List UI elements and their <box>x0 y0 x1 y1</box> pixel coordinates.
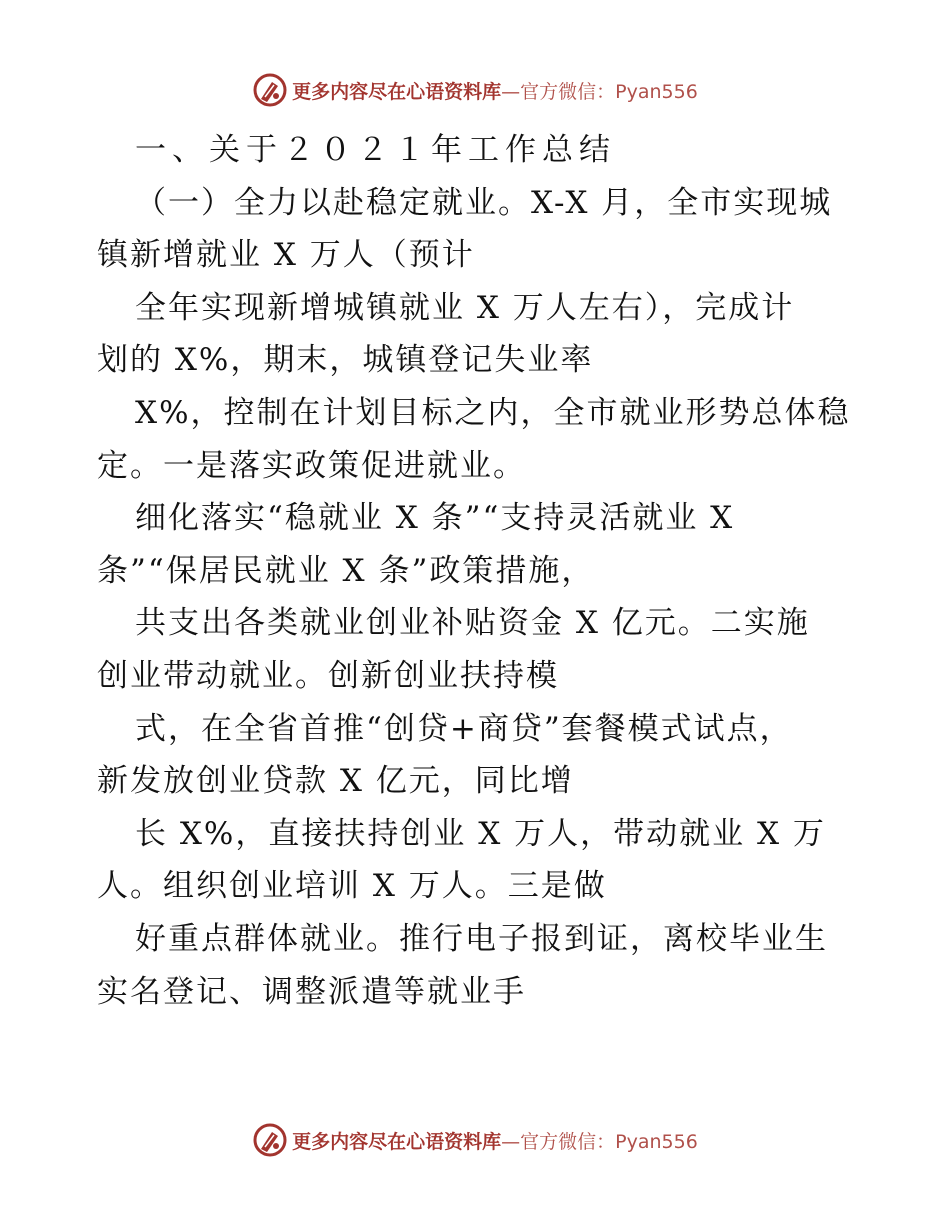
banner-text <box>292 77 698 104</box>
text-line: 镇新增就业 X 万人（预计 <box>97 237 475 274</box>
text-line: 条”“保居民就业 X 条”政策措施， <box>97 552 595 589</box>
banner-text-contact: —官方微信：Pyan556 <box>501 1130 698 1153</box>
text-line: 全年实现新增城镇就业 X 万人左右），完成计 <box>135 289 795 326</box>
text-line: X%，控制在计划目标之内，全市就业形势总体稳 <box>135 394 851 431</box>
footer-watermark-banner <box>0 1120 950 1160</box>
header-watermark-banner <box>0 70 950 110</box>
text-line: 细化落实“稳就业 X 条”“支持灵活就业 X <box>135 500 735 537</box>
text-line: 定。一是落实政策促进就业。 <box>97 447 526 484</box>
banner-text <box>292 1127 698 1154</box>
banner-text-main: 更多内容尽在心语资料库 <box>292 80 502 103</box>
pen-nib-logo-icon <box>252 72 288 108</box>
document-body <box>97 124 887 1018</box>
section-heading: 一、关于２０２１年工作总结 <box>135 132 616 168</box>
text-line: 共支出各类就业创业补贴资金 X 亿元。二实施 <box>135 605 810 642</box>
text-line: 人。组织创业培训 X 万人。三是做 <box>97 868 607 905</box>
text-line: （一）全力以赴稳定就业。X-X 月，全市实现城 <box>135 184 833 221</box>
text-line: 创业带动就业。创新创业扶持模 <box>97 657 559 694</box>
banner-text-contact: —官方微信：Pyan556 <box>501 80 698 103</box>
text-line: 好重点群体就业。推行电子报到证，离校毕业生 <box>135 920 828 957</box>
text-line: 划的 X%，期末，城镇登记失业率 <box>97 342 594 379</box>
text-line: 实名登记、调整派遣等就业手 <box>97 973 526 1010</box>
text-line: 式，在全省首推“创贷+商贷”套餐模式试点， <box>135 710 793 747</box>
text-line: 长 X%，直接扶持创业 X 万人，带动就业 X 万 <box>135 815 826 852</box>
banner-text-main: 更多内容尽在心语资料库 <box>292 1130 502 1153</box>
pen-nib-logo-icon <box>252 1122 288 1158</box>
text-line: 新发放创业贷款 X 亿元，同比增 <box>97 763 574 800</box>
